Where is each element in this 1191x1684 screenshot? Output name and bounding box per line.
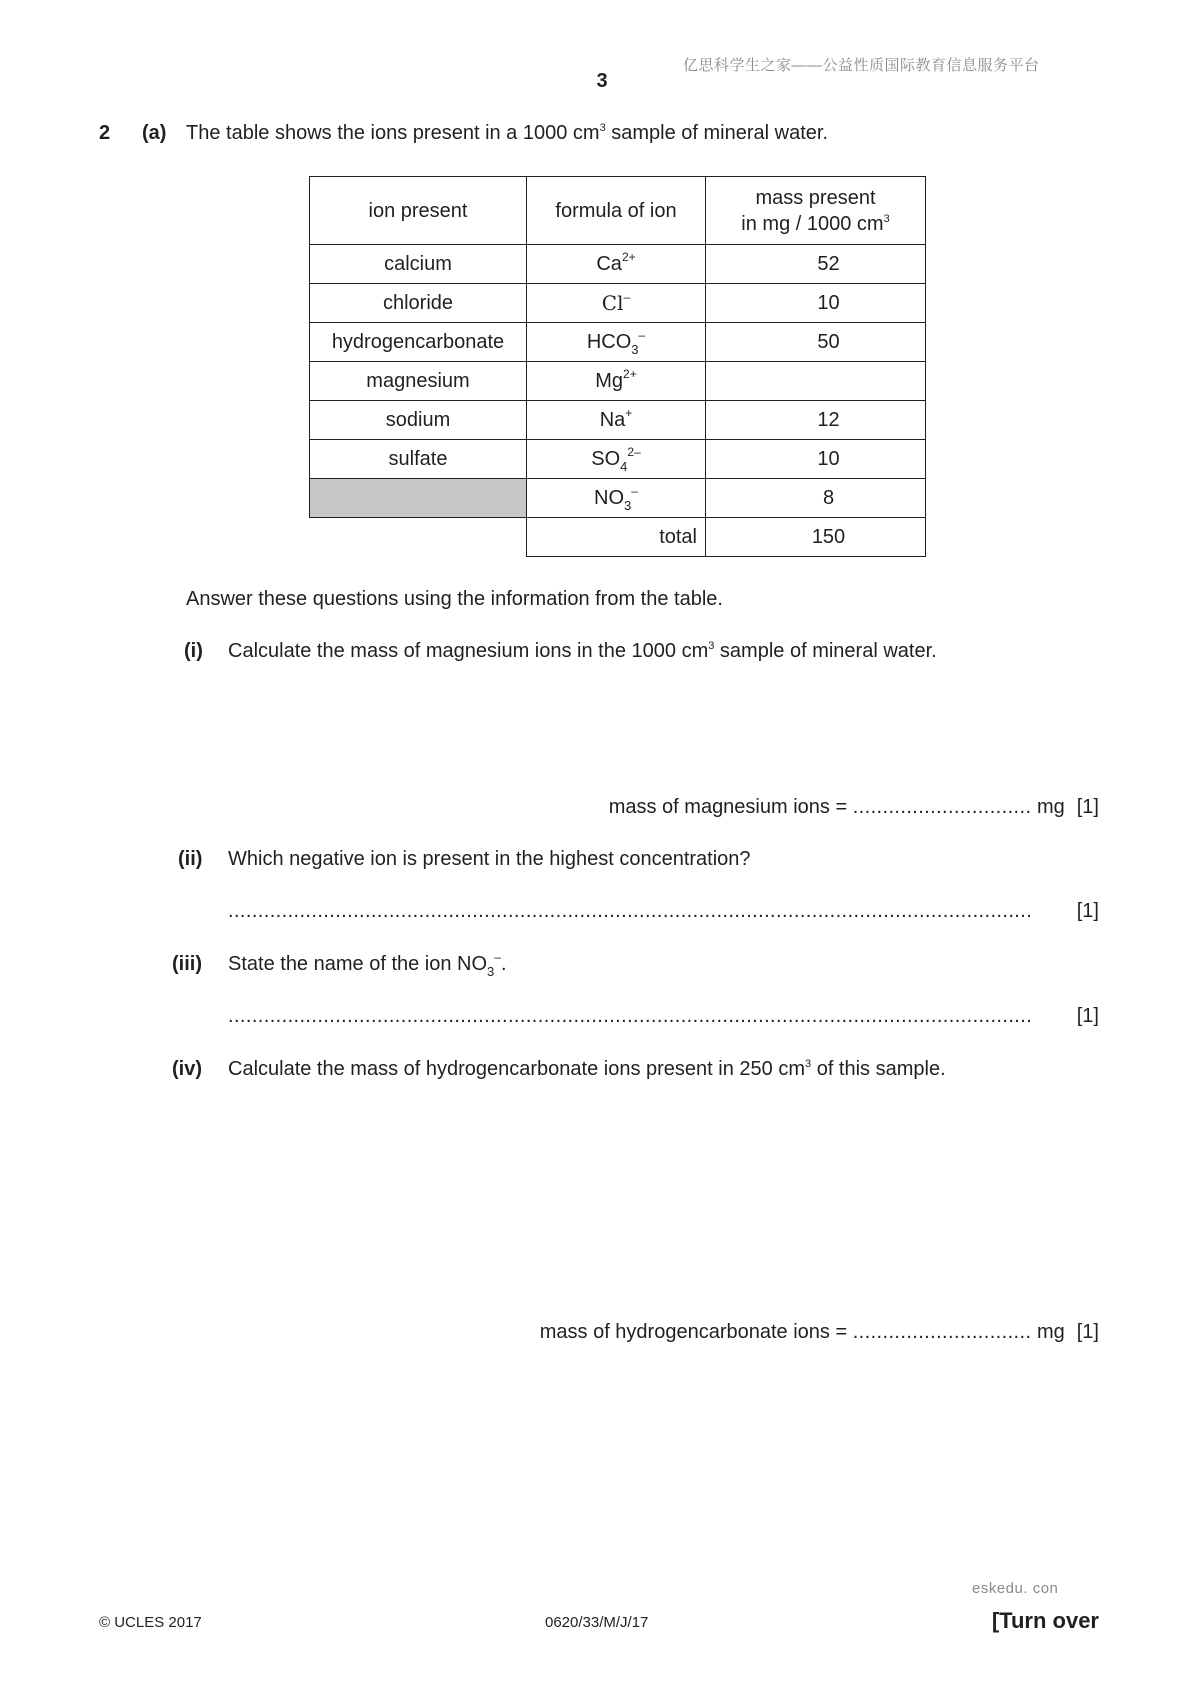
marks-iii: [1]	[1076, 1005, 1099, 1027]
subquestion-ii-text: Which negative ion is present in the highest concentration?	[228, 848, 751, 870]
subquestion-iv-sup: 3	[805, 1058, 812, 1070]
formula-charge: 2+	[623, 366, 637, 381]
ion-name: sodium	[310, 401, 527, 440]
ion-name: calcium	[310, 245, 527, 284]
formula-subscript: 3	[624, 497, 632, 513]
question-intro-sup: 3	[599, 122, 606, 134]
subquestion-ii-label: (ii)	[178, 848, 203, 870]
answer-line-iv	[540, 1321, 1099, 1344]
subquestion-i-text	[228, 640, 937, 663]
ion-name-shaded	[310, 479, 527, 518]
answer-line-ii	[228, 900, 1099, 923]
answer-i-prefix: mass of magnesium ions =	[608, 796, 853, 818]
formula-base: SO	[591, 447, 621, 470]
page-number: 3	[596, 70, 608, 92]
answer-i-dots[interactable]: ..............................	[852, 796, 1032, 818]
subquestion-iii-text	[228, 950, 507, 979]
subquestion-i-text-main: Calculate the mass of magnesium ions in the 1000 cm	[228, 640, 709, 662]
subquestion-iv-label: (iv)	[172, 1058, 202, 1080]
formula-base: Mg	[595, 369, 624, 392]
ion-formula	[527, 284, 706, 323]
formula-charge: –	[631, 483, 638, 498]
marks-ii: [1]	[1076, 900, 1099, 922]
ion-formula	[527, 362, 706, 401]
table-total-row	[310, 518, 926, 557]
formula-charge: –	[638, 327, 646, 342]
table-row	[310, 479, 926, 518]
ion-name: sulfate	[310, 440, 527, 479]
ion-mass: 10	[706, 284, 926, 323]
formula-base: HCO	[586, 330, 632, 353]
ion-mass-blank	[706, 362, 926, 401]
subquestion-iv-text-main: Calculate the mass of hydrogencarbonate ions present in 250 cm	[228, 1058, 806, 1080]
answer-iv-dots[interactable]: ..............................	[852, 1321, 1032, 1343]
header-ion-present: ion present	[310, 177, 527, 245]
ion-name: hydrogencarbonate	[310, 323, 527, 362]
instructions: Answer these questions using the information from the table.	[186, 588, 723, 610]
formula-subscript: 3	[631, 341, 639, 357]
header-watermark: 亿思科学生之家——公益性质国际教育信息服务平台	[683, 57, 1040, 74]
formula-charge: –	[623, 289, 631, 304]
formula-base: Cl	[601, 290, 624, 315]
ions-table	[309, 176, 926, 557]
table-row	[310, 440, 926, 479]
formula-charge: 2–	[627, 444, 641, 459]
answer-iv-unit: mg	[1031, 1321, 1065, 1343]
turn-over-label: [Turn over	[991, 1608, 1099, 1633]
table-header-row	[310, 177, 926, 245]
ion-mass: 12	[706, 401, 926, 440]
subquestion-iii-text-main: State the name of the ion NO	[228, 953, 488, 975]
question-part: (a)	[142, 122, 167, 144]
subquestion-iv-text	[228, 1058, 946, 1081]
ion-formula	[527, 440, 706, 479]
ion-formula	[527, 401, 706, 440]
table-row	[310, 284, 926, 323]
table-row	[310, 323, 926, 362]
header-mass	[706, 177, 926, 245]
ion-mass: 8	[706, 479, 926, 518]
formula-base: Na	[599, 408, 626, 431]
table-row	[310, 362, 926, 401]
ion-mass: 52	[706, 245, 926, 284]
answer-i-unit: mg	[1031, 796, 1065, 818]
footer-watermark: eskedu. con	[972, 1580, 1059, 1597]
header-mass-line2	[706, 211, 925, 237]
formula-charge: 2+	[621, 249, 636, 264]
subquestion-iii-sub: 3	[487, 964, 495, 979]
answer-line-iii	[228, 1005, 1099, 1028]
question-number: 2	[99, 122, 111, 144]
marks-iv: [1]	[1076, 1321, 1099, 1343]
table-blank-cell	[310, 518, 527, 557]
table-row	[310, 401, 926, 440]
ion-name: magnesium	[310, 362, 527, 401]
ion-formula	[527, 245, 706, 284]
formula-subscript: 4	[620, 458, 628, 474]
subquestion-i-sup: 3	[708, 640, 715, 652]
table-row	[310, 245, 926, 284]
subquestion-iii-sup: –	[494, 950, 501, 964]
subquestion-iii-label: (iii)	[172, 953, 202, 975]
ion-name: chloride	[310, 284, 527, 323]
question-intro-end: sample of mineral water.	[605, 122, 829, 144]
ion-mass: 50	[706, 323, 926, 362]
answer-ii-dots[interactable]: .......................................................................................................................................	[228, 900, 1033, 922]
formula-base: Ca	[596, 252, 622, 275]
question-intro-text: The table shows the ions present in a 1000 cm	[186, 122, 600, 144]
subquestion-iv-text-end: of this sample.	[811, 1058, 946, 1080]
subquestion-iii-text-end: .	[500, 953, 507, 975]
answer-line-i	[609, 796, 1099, 819]
header-mass-line2-sup: 3	[883, 212, 890, 225]
header-mass-line1: mass present	[755, 186, 876, 209]
marks-i: [1]	[1076, 796, 1099, 818]
formula-base: NO	[594, 486, 625, 509]
ion-formula	[527, 479, 706, 518]
subquestion-i-label: (i)	[184, 640, 203, 662]
subquestion-i-text-end: sample of mineral water.	[714, 640, 937, 662]
header-mass-line2-text: in mg / 1000 cm	[741, 212, 884, 235]
ion-mass: 10	[706, 440, 926, 479]
answer-iv-prefix: mass of hydrogencarbonate ions =	[539, 1321, 853, 1343]
total-label: total	[527, 518, 706, 557]
answer-iii-dots[interactable]: .......................................................................................................................................	[228, 1005, 1033, 1027]
ion-formula	[527, 323, 706, 362]
total-value: 150	[706, 518, 926, 557]
formula-charge: +	[625, 405, 633, 420]
footer-copyright: © UCLES 2017	[99, 1614, 202, 1631]
header-formula: formula of ion	[527, 177, 706, 245]
question-intro	[186, 122, 828, 145]
footer-paper-code: 0620/33/M/J/17	[545, 1614, 649, 1631]
